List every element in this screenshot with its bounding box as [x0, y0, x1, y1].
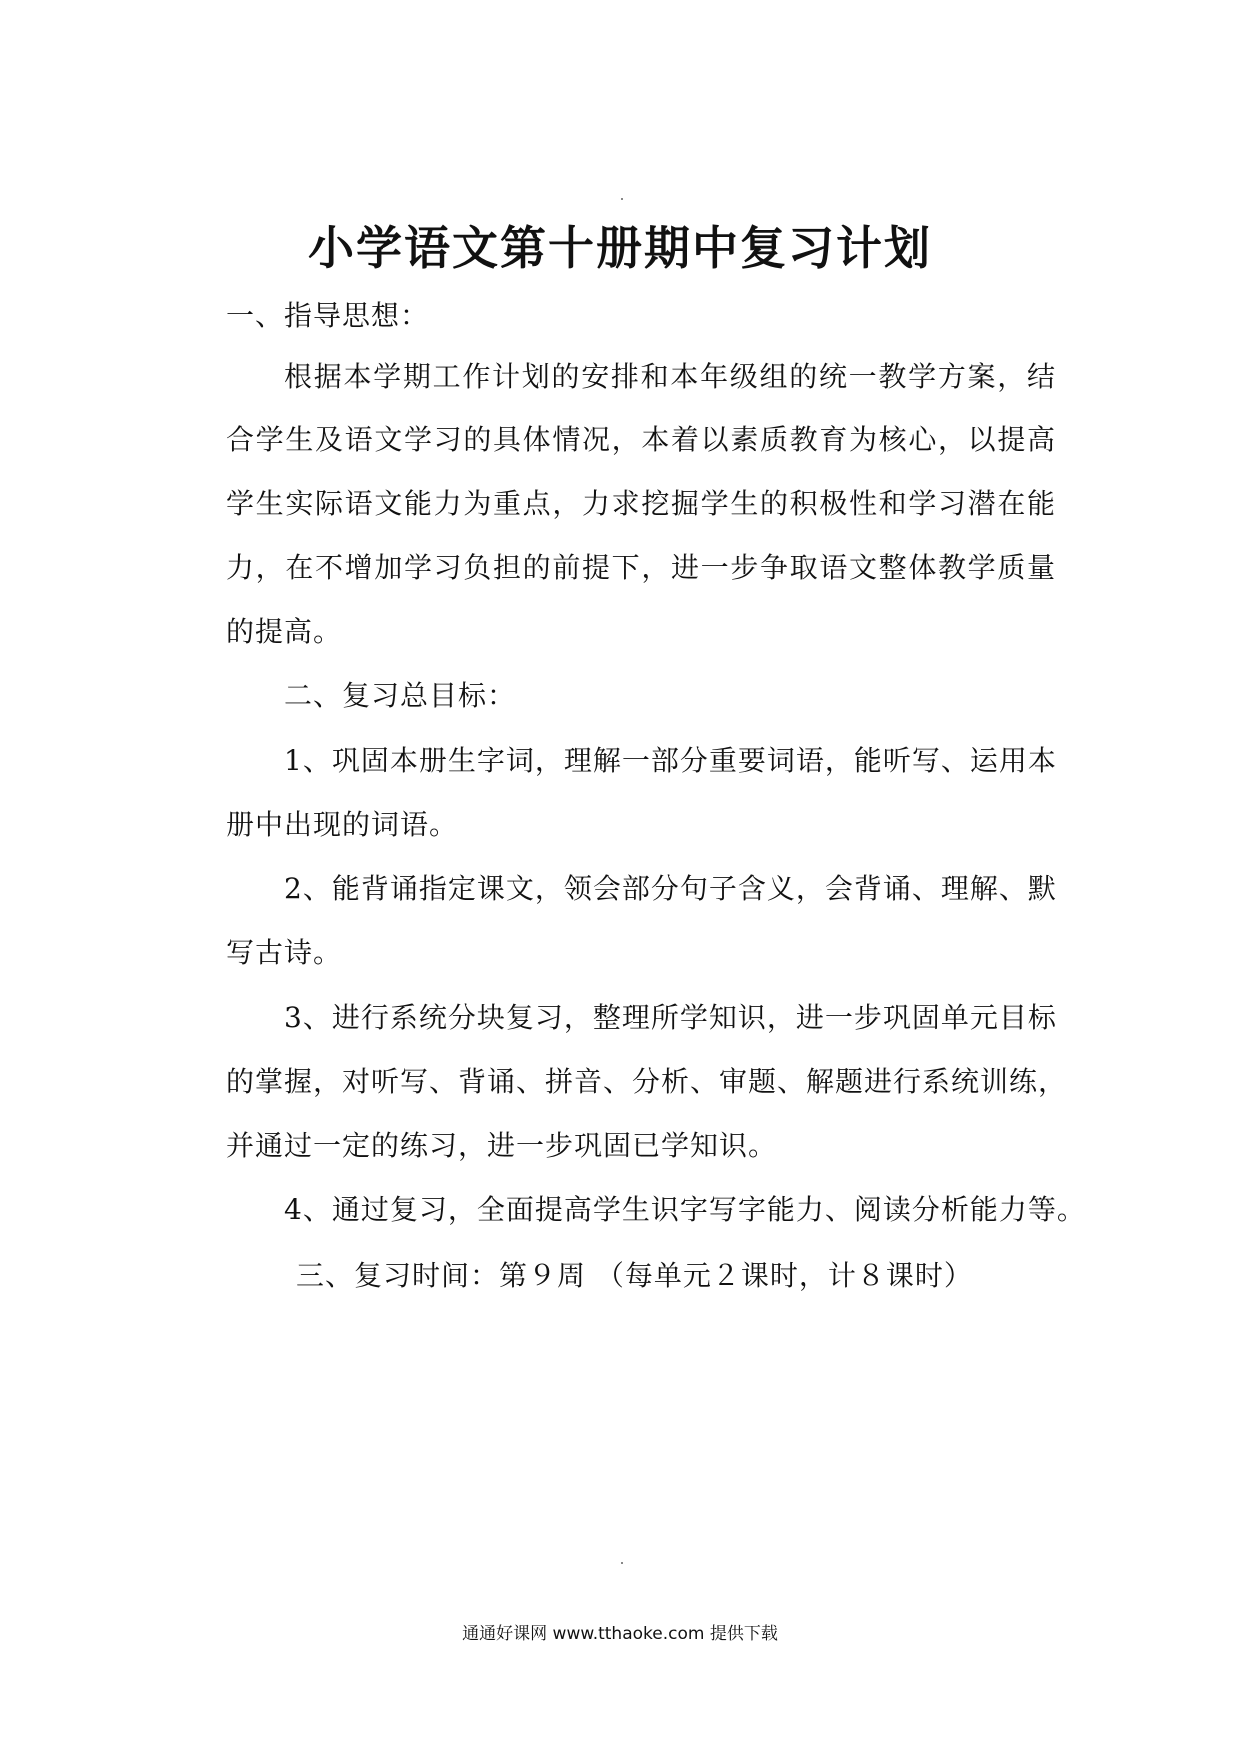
goal-line: 4、通过复习，全面提高学生识字写字能力、阅读分析能力等。 — [284, 1193, 1086, 1226]
goal-line: 写古诗。 — [226, 936, 343, 969]
paragraph-line: 合学生及语文学习的具体情况，本着以素质教育为核心，以提高 — [226, 423, 1056, 456]
paragraph-line: 的提高。 — [226, 615, 343, 648]
goal-line: 册中出现的词语。 — [226, 808, 459, 841]
footer-source: 通通好课网 www.tthaoke.com 提供下载 — [462, 1624, 778, 1644]
page-mark-top — [621, 198, 623, 200]
section2-heading: 二、复习总目标： — [284, 679, 517, 712]
goal-line: 3、进行系统分块复习，整理所学知识，进一步巩固单元目标 — [284, 1001, 1057, 1034]
document-title: 小学语文第十册期中复习计划 — [308, 221, 932, 275]
goal-line: 1、巩固本册生字词，理解一部分重要词语，能听写、运用本 — [284, 744, 1057, 777]
goal-line: 并通过一定的练习，进一步巩固已学知识。 — [226, 1129, 778, 1162]
paragraph-line: 学生实际语文能力为重点，力求挖掘学生的积极性和学习潜在能 — [226, 487, 1056, 520]
goal-line: 的掌握，对听写、背诵、拼音、分析、审题、解题进行系统训练， — [226, 1065, 1068, 1098]
page-mark-bottom — [621, 1562, 623, 1564]
paragraph-line: 力，在不增加学习负担的前提下，进一步争取语文整体教学质量 — [226, 551, 1056, 584]
section1-heading: 一、指导思想： — [226, 299, 430, 332]
goal-line: 2、能背诵指定课文，领会部分句子含义，会背诵、理解、默 — [284, 872, 1057, 905]
paragraph-line: 根据本学期工作计划的安排和本年级组的统一教学方案，结 — [284, 360, 1056, 393]
section3-text: 三、复习时间：第９周 （每单元２课时，计８课时） — [296, 1259, 973, 1292]
